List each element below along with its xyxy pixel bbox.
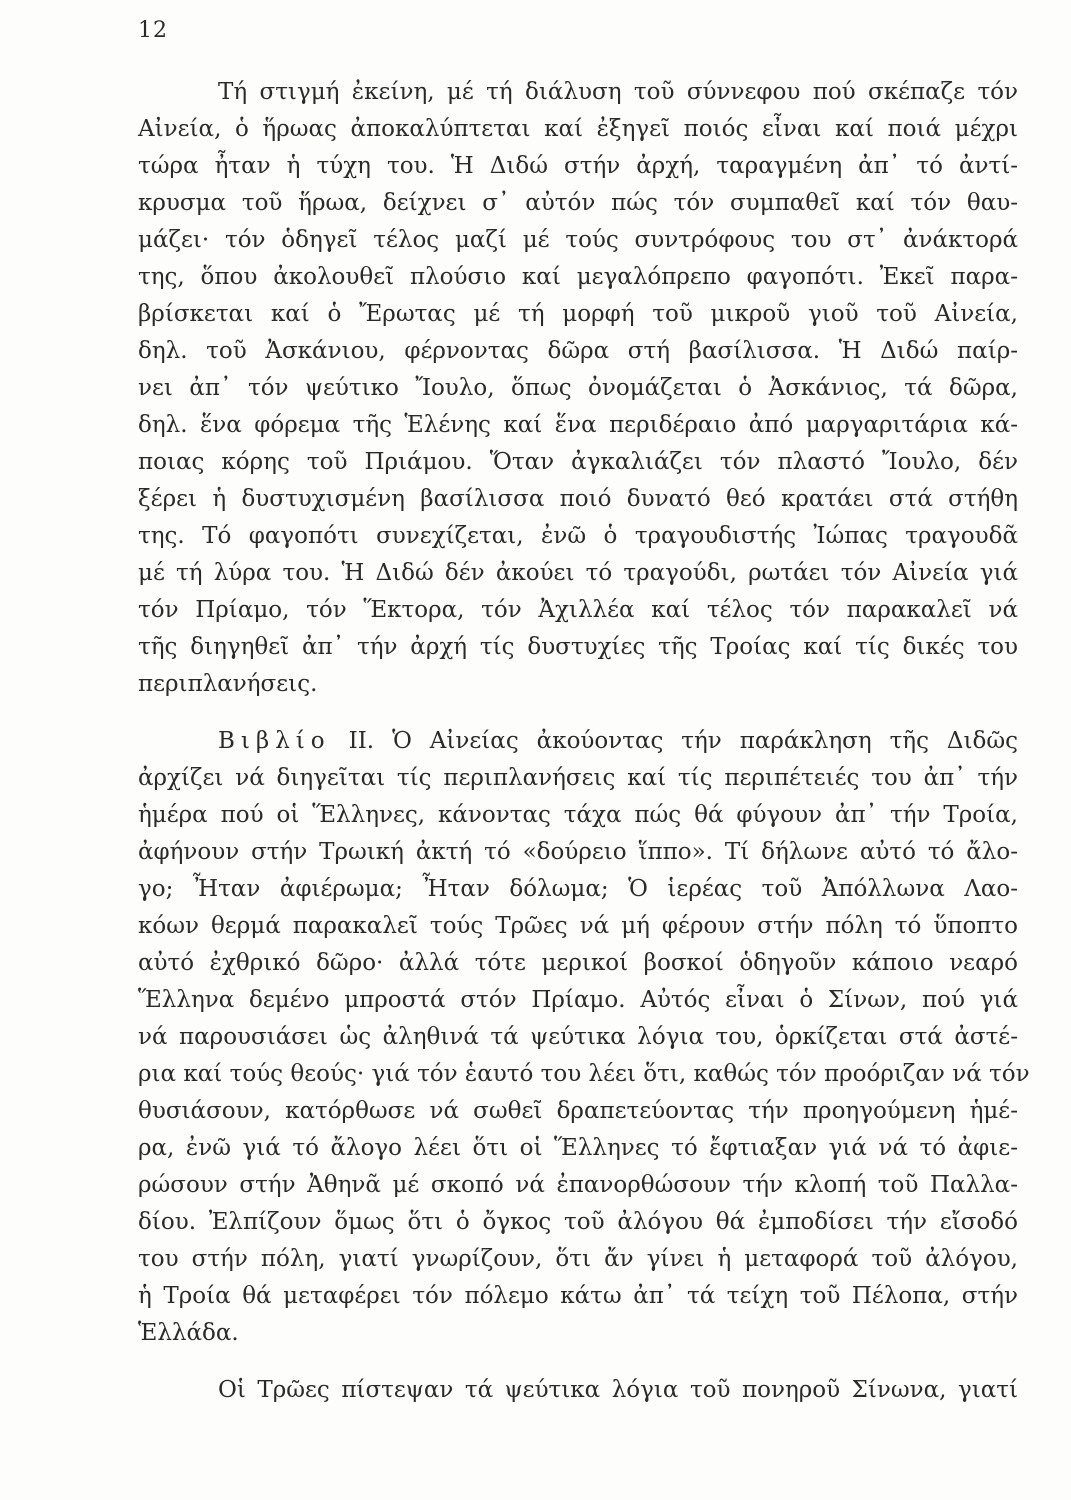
text-line: Οἱ Τρῶες πίστεψαν τά ψεύτικα λόγια τοῦ πονηροῦ Σίνωνα, γιατί <box>218 1377 1018 1403</box>
text-line: ρα, ἐνῶ γιά τό ἄλογο λέει ὅτι οἱ Ἕλληνες τό ἔφτιαξαν γιά νά τό ἀφιε- <box>138 1135 1018 1161</box>
body-text <box>138 74 1030 1409</box>
text-line: κόων θερμά παρακαλεῖ τούς Τρῶες νά μή φέρουν στήν πόλη τό ὕποπτο <box>138 913 1018 939</box>
text-line: περιπλανήσεις. <box>138 671 318 697</box>
text-line: βρίσκεται καί ὁ Ἔρωτας μέ τή μορφή τοῦ μικροῦ γιοῦ τοῦ Αἰνεία, <box>138 301 1018 327</box>
text-line: δίου. Ἐλπίζουν ὅμως ὅτι ὁ ὄγκος τοῦ ἀλόγου θά ἐμποδίσει τήν εἴσοδό <box>138 1209 1018 1235</box>
text-line: θυσιάσουν, κατόρθωσε νά σωθεῖ δραπετεύοντας τήν προηγούμενη ἡμέ- <box>138 1098 1018 1124</box>
paragraph-2-first-text: Ὁ Αἰνείας ἀκούοντας τήν παράκληση τῆς Διδῶς <box>392 728 1019 754</box>
page-number: 12 <box>138 18 168 43</box>
text-line: μέ τή λύρα του. Ἡ Διδώ δέν ἀκούει τό τραγούδι, ρωτάει τόν Αἰνεία γιά <box>138 560 1018 586</box>
text-line: ρια καί τούς θεούς· γιά τόν ἑαυτό του λέει ὅτι, καθώς τόν προόριζαν νά τόν <box>138 1061 1030 1087</box>
book-label: Βιβλίο <box>218 728 331 754</box>
text-line: γο; Ἦταν ἀφιέρωμα; Ἦταν δόλωμα; Ὁ ἱερέας τοῦ Ἀπόλλωνα Λαο- <box>138 876 1018 902</box>
text-line: ἡ Τροία θά μεταφέρει τόν πόλεμο κάτω ἀπ᾽ τά τείχη τοῦ Πέλοπα, στήν <box>138 1283 1018 1309</box>
text-line: νά παρουσιάσει ὡς ἀληθινά τά ψεύτικα λόγια του, ὁρκίζεται στά ἀστέ- <box>138 1024 1018 1050</box>
text-line: τώρα ἦταν ἡ τύχη του. Ἡ Διδώ στήν ἀρχή, ταραγμένη ἀπ᾽ τό ἀντί- <box>138 153 1018 179</box>
text-line: ξέρει ἡ δυστυχισμένη βασίλισσα ποιό δυνατό θεό κρατάει στά στήθη <box>138 486 1018 512</box>
text-line: κρυσμα τοῦ ἥρωα, δείχνει σ᾽ αὐτόν πώς τόν συμπαθεῖ καί τόν θαυ- <box>138 190 1018 216</box>
text-line: ποιας κόρης τοῦ Πριάμου. Ὅταν ἀγκαλιάζει τόν πλαστό Ἴουλο, δέν <box>138 449 1018 475</box>
text-line: μάζει· τόν ὁδηγεῖ τέλος μαζί μέ τούς συντρόφους του στ᾽ ἀνάκτορά <box>138 227 1018 253</box>
text-line: Ἑλλάδα. <box>138 1320 239 1346</box>
text-line: τόν Πρίαμο, τόν Ἕκτορα, τόν Ἀχιλλέα καί τέλος τόν παρακαλεῖ νά <box>138 597 1018 623</box>
text-line: ἀφήνουν στήν Τρωική ἀκτή τό «δούρειο ἵππο». Τί δήλωνε αὐτό τό ἄλο- <box>138 839 1018 865</box>
text-line: ἡμέρα πού οἱ Ἕλληνες, κάνοντας τάχα πώς θά φύγουν ἀπ᾽ τήν Τροία, <box>138 802 1018 828</box>
paragraph-1 <box>138 74 1018 703</box>
text-line: Ἕλληνα δεμένο μπροστά στόν Πρίαμο. Αὐτός εἶναι ὁ Σίνων, πού γιά <box>138 987 1018 1013</box>
paragraph-2-first-line <box>138 723 1018 760</box>
text-line: δηλ. τοῦ Ἀσκάνιου, φέρνοντας δῶρα στή βασίλισσα. Ἡ Διδώ παίρ- <box>138 338 1018 364</box>
paragraph-gap <box>138 1352 1018 1372</box>
text-line: ρώσουν στήν Ἀθηνᾶ μέ σκοπό νά ἐπανορθώσουν τήν κλοπή τοῦ Παλλα- <box>138 1172 1018 1198</box>
text-line: Τή στιγμή ἐκείνη, μέ τή διάλυση τοῦ σύννεφου πού σκέπαζε τόν <box>218 79 1018 105</box>
paragraph-3 <box>138 1372 1018 1409</box>
text-line: νει ἀπ᾽ τόν ψεύτικο Ἴουλο, ὅπως ὀνομάζεται ὁ Ἀσκάνιος, τά δῶρα, <box>138 375 1018 401</box>
paragraph-2 <box>138 723 1030 1352</box>
text-line: ἀρχίζει νά διηγεῖται τίς περιπλανήσεις καί τίς περιπέτειές του ἀπ᾽ τήν <box>138 765 1018 791</box>
text-line: δηλ. ἕνα φόρεμα τῆς Ἑλένης καί ἕνα περιδέραιο ἀπό μαργαριτάρια κά- <box>138 412 1018 438</box>
text-line: του στήν πόλη, γιατί γνωρίζουν, ὅτι ἄν γίνει ἡ μεταφορά τοῦ ἀλόγου, <box>138 1246 1018 1272</box>
text-line: της. Τό φαγοπότι συνεχίζεται, ἐνῶ ὁ τραγουδιστής Ἰώπας τραγουδᾶ <box>138 523 1018 549</box>
paragraph-gap <box>138 703 1018 723</box>
book-number: II. <box>348 728 375 754</box>
text-line: της, ὅπου ἀκολουθεῖ πλούσιο καί μεγαλόπρεπο φαγοπότι. Ἐκεῖ παρα- <box>138 264 1018 290</box>
text-line: Αἰνεία, ὁ ἥρωας ἀποκαλύπτεται καί ἐξηγεῖ ποιός εἶναι καί ποιά μέχρι <box>138 116 1018 142</box>
text-line: τῆς διηγηθεῖ ἀπ᾽ τήν ἀρχή τίς δυστυχίες τῆς Τροίας καί τίς δικές του <box>138 634 1018 660</box>
text-line: αὐτό ἐχθρικό δῶρο· ἀλλά τότε μερικοί βοσκοί ὁδηγοῦν κάποιο νεαρό <box>138 950 1018 976</box>
